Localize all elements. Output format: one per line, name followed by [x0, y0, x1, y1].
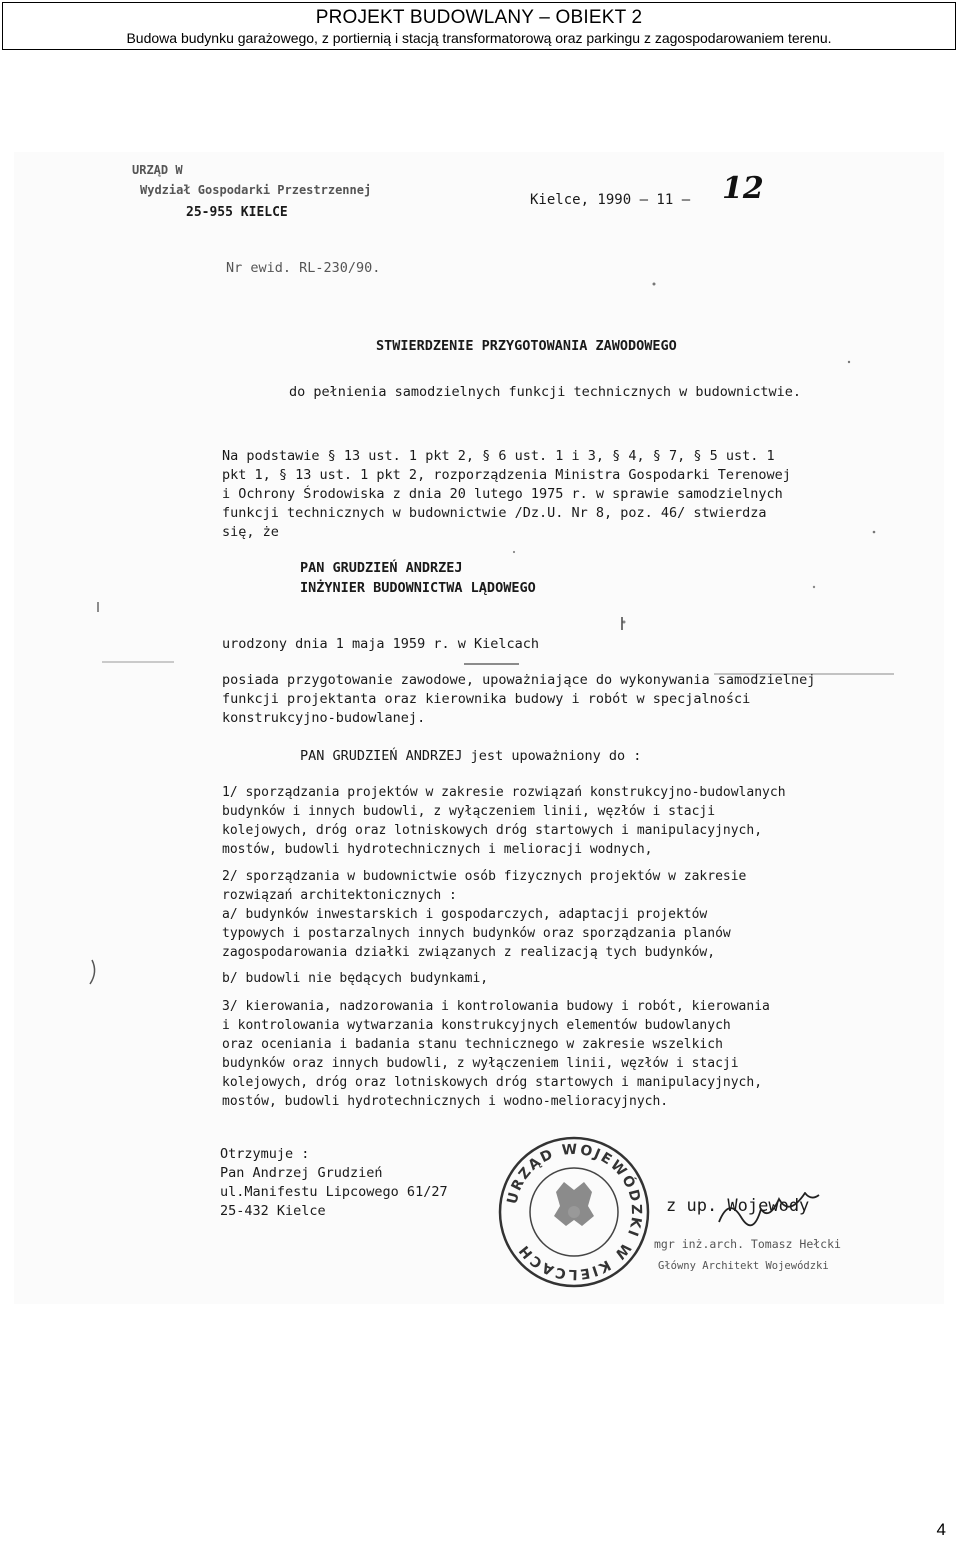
- page-number: 4: [936, 1520, 946, 1539]
- basis-line-3: i Ochrony Środowiska z dnia 20 lutego 1975 r. w sprawie samodzielnych: [222, 486, 783, 502]
- basis-line-4: funkcji technicznych w budownictwie /Dz.U. Nr 8, poz. 46/ stwierdza: [222, 505, 767, 521]
- scope-line-16: mostów, budowli hydrotechnicznych i wodno-melioracyjnych.: [222, 1094, 669, 1109]
- place-date: Kielce, 1990 – 11 –: [530, 192, 691, 208]
- signatory-title: Główny Architekt Wojewódzki: [658, 1260, 829, 1272]
- qualification-line-3: konstrukcyjno-budowlanej.: [222, 710, 426, 726]
- stamp-line-1: URZĄD W: [132, 163, 183, 177]
- basis-line-2: pkt 1, § 13 ust. 1 pkt 2, rozporządzenia Ministra Gospodarki Terenowej: [222, 467, 791, 483]
- scope-line-12: i kontrolowania wytwarzania konstrukcyjnych elementów budowlanych: [222, 1018, 731, 1033]
- stamp-line-2: Wydział Gospodarki Przestrzennej: [140, 183, 372, 197]
- birth-info: urodzony dnia 1 maja 1959 r. w Kielcach: [222, 636, 539, 652]
- recipient-heading: Otrzymuje :: [220, 1146, 310, 1162]
- scan-noise: [14, 152, 944, 1304]
- signatory-name: mgr inż.arch. Tomasz Hełcki: [654, 1237, 841, 1251]
- scope-line-15: kolejowych, dróg oraz lotniskowych dróg startowych i manipulacyjnych,: [222, 1075, 763, 1090]
- person-title: INŻYNIER BUDOWNICTWA LĄDOWEGO: [300, 580, 536, 596]
- date-day-handwritten: 12: [722, 171, 764, 206]
- person-name: PAN GRUDZIEŃ ANDRZEJ: [300, 560, 463, 576]
- document-title: STWIERDZENIE PRZYGOTOWANIA ZAWODOWEGO: [376, 338, 677, 354]
- scope-line-2: budynków i innych budowli, z wyłączeniem linii, węzłów i stacji: [222, 804, 716, 819]
- recipient-street: ul.Manifestu Lipcowego 61/27: [220, 1184, 448, 1200]
- office-seal-icon: [494, 1132, 654, 1292]
- scanned-certificate: [14, 152, 944, 1304]
- scope-line-10: b/ budowli nie będących budynkami,: [222, 971, 489, 986]
- stamp-line-3: 25-955 KIELCE: [186, 205, 288, 220]
- scope-line-7: a/ budynków inwestarskich i gospodarczych, adaptacji projektów: [222, 907, 708, 922]
- scope-line-3: kolejowych, dróg oraz lotniskowych dróg startowych i manipulacyjnych,: [222, 823, 763, 838]
- scope-line-4: mostów, budowli hydrotechnicznych i melioracji wodnych,: [222, 842, 653, 857]
- svg-text:URZĄD WOJEWÓDZKI W KIELCACH: URZĄD WOJEWÓDZKI W KIELCACH: [504, 1141, 645, 1283]
- scope-line-1: 1/ sporządzania projektów w zakresie rozwiązań konstrukcyjno-budowlanych: [222, 785, 786, 800]
- authorization-intro: PAN GRUDZIEŃ ANDRZEJ jest upoważniony do :: [300, 748, 642, 764]
- scope-line-11: 3/ kierowania, nadzorowania i kontrolowania budowy i robót, kierowania: [222, 999, 770, 1014]
- scope-line-5: 2/ sporządzania w budownictwie osób fizycznych projektów w zakresie: [222, 869, 747, 884]
- qualification-line-2: funkcji projektanta oraz kierownika budowy i robót w specjalności: [222, 691, 751, 707]
- header-title: PROJEKT BUDOWLANY – OBIEKT 2: [315, 7, 643, 28]
- header-subtitle: Budowa budynku garażowego, z portiernią i stacją transformatorową oraz parkingu z zagospodarowaniem terenu.: [126, 30, 832, 46]
- basis-line-5: się, że: [222, 524, 279, 540]
- document-subtitle: do pełnienia samodzielnych funkcji technicznych w budownictwie.: [289, 384, 802, 400]
- scope-line-9: zagospodarowania działki związanych z realizacją tych budynków,: [222, 945, 716, 960]
- registration-number: Nr ewid. RL-230/90.: [226, 260, 381, 276]
- recipient-city: 25-432 Kielce: [220, 1203, 326, 1219]
- handwritten-signature-icon: [714, 1192, 824, 1232]
- scope-line-14: budynków oraz innych budowli, z wyłączeniem linii, węzłów i stacji: [222, 1056, 739, 1071]
- scope-line-6: rozwiązań architektonicznych :: [222, 888, 457, 903]
- basis-line-1: Na podstawie § 13 ust. 1 pkt 2, § 6 ust. 1 i 3, § 4, § 7, § 5 ust. 1: [222, 448, 775, 464]
- document-header: [2, 2, 956, 50]
- qualification-line-1: posiada przygotowanie zawodowe, upoważniające do wykonywania samodzielnej: [222, 672, 816, 688]
- scope-line-8: typowych i postarzalnych innych budynków oraz sporządzania planów: [222, 926, 731, 941]
- scope-line-13: oraz oceniania i badania stanu technicznego w zakresie wszelkich: [222, 1037, 723, 1052]
- signature-authority: z up. Wojewody: [666, 1196, 810, 1216]
- recipient-name: Pan Andrzej Grudzień: [220, 1165, 383, 1181]
